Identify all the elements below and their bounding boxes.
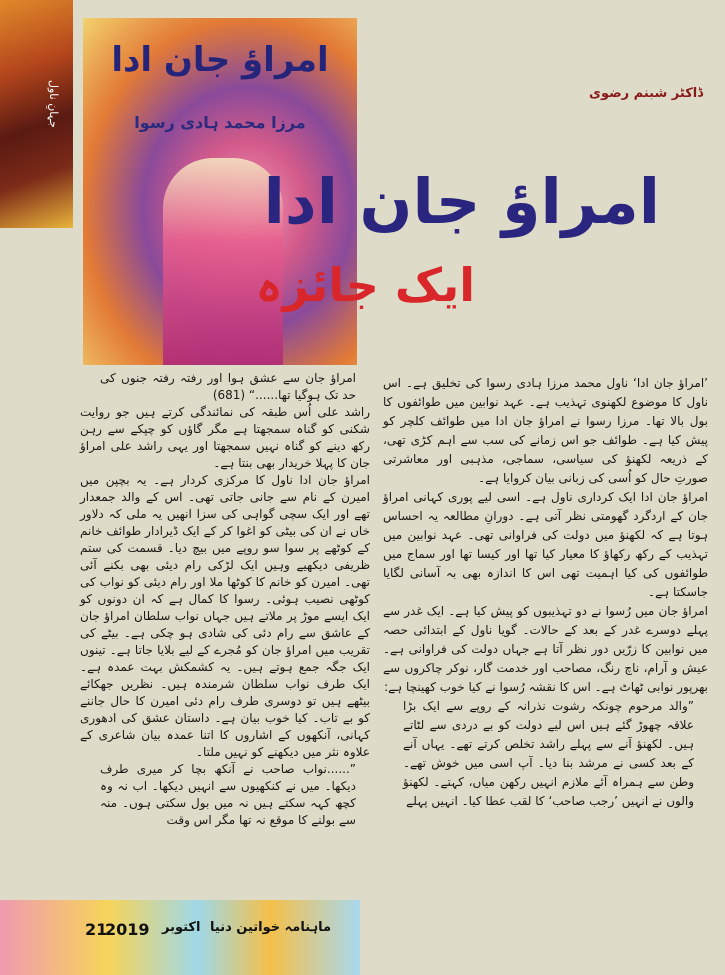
section-label: جہانِ ناول (47, 80, 60, 128)
cover-title: امراؤ جان ادا (111, 40, 329, 80)
article-author: ڈاکٹر شبنم رضوی (589, 86, 703, 101)
cover-author: مرزا محمد ہادی رسوا (134, 113, 306, 132)
paragraph: امراؤ جان ادا ناول کا مرکزی کردار ہے۔ یہ بچپن میں امیرن کے نام سے جانی جاتی تھی۔ اس کے والد جمعدار تھے اور ایک سچی گواہی کی سزا انھیں یہ ملی کہ دلاور خاں نے ان کی بیٹی کو اغوا کر کے ایک ڈیرادار طوائف خانم کے کوٹھے پر سوا سو روپے میں بیچ دیا۔ قسمت کی ستم ظریفی دیکھیے وہیں ایک لڑکی رام دیئی بھی بکنے آئی تھی۔ امیرن کو خانم کا کوٹھا ملا اور رام دیئی کو نواب کی کوٹھی نصیب ہوئی۔ رسوا کا کمال ہے کہ ان دونوں کو ایک ایسے موڑ پر ملاتے ہیں جہاں نواب سلطان امراؤ جان کے عاشق سے رام دئی کی شادی ہو چکی ہے۔ بیٹے کی تقریب میں امراؤ جان کو مُجرے کے لیے بلایا جاتا ہے۔ تینوں ایک جگہ جمع ہوتے ہیں۔ یہ کشمکش بہت عمدہ ہے۔ ایک طرف نواب سلطان شرمندہ ہیں۔ نظریں جھکائے بیٹھے ہیں تو دوسری طرف رام دئی امیرن کا حال جاننے کو بے تاب۔ کیا خوب بیان ہے۔ داستان عشق کی ادھوری کہانی، آنکھوں کے اشاروں کا اتنا عمدہ بیان شاعری کے علاوہ نثر میں دیکھنے کو نہیں ملتا۔ (80, 473, 370, 759)
page-number: 21 (85, 920, 108, 939)
section-side-tab (0, 0, 73, 228)
block-quote-end: امراؤ جان سے عشق ہوا اور رفتہ رفتہ جنوں کی حد تک ہوگیا تھا......“ (681) (100, 371, 356, 402)
paragraph: راشد علی اُس طبقہ کی نمائندگی کرتے ہیں جو روایت شکنی کو گناہ سمجھتا ہے مگر گاؤں کو چپکے سے رہن رکھ دینے کو گناہ نہیں سمجھتا اور یہی راشد علی امراؤ جان کا پہلا خریدار بھی بنتا ہے۔ (80, 405, 370, 470)
issue-year: 2019 (105, 920, 150, 939)
paragraph: امراؤ جان میں رُسوا نے دو تہذیبوں کو پیش کیا ہے۔ ایک غدر سے پہلے دوسرے غدر کے بعد کے حالات۔ گویا ناول کے ابتدائی حصہ میں نوابین کا زرّیں دور نظر آتا ہے جہاں دولت کی فراوانی ہے۔ عیش و آرام، ناچ رنگ، مصاحب اور خدمت گار، نوکر چاکروں سے بھرپور نوابی ٹھاٹ ہے۔ اس کا نقشہ رُسوا نے کیا خوب کھینچا ہے: (383, 604, 708, 694)
paragraph: امراؤ جان ادا ایک کرداری ناول ہے۔ اسی لیے پوری کہانی امراؤ جان کے اردگرد گھومتی نظر آتی ہے۔ دورانِ مطالعہ یہ احساس ہوتا ہے کہ لکھنؤ میں دولت کی فراوانی تھی۔ عہد نوابین میں تہذیب کے رکھ رکھاؤ کا معیار کیا تھا اور کیسا تھا اور سماج میں طوائفوں کی کیا اہمیت تھی اس کا اندازہ بھی بہ آسانی لگایا جاسکتا ہے۔ (383, 490, 708, 599)
block-quote: ”والد مرحوم چونکہ رشوت نذرانہ کے روپے سے ایک بڑا علاقہ چھوڑ گئے ہیں اس لیے دولت کو بے دردی سے لٹاتے ہیں۔ لکھنؤ آنے سے پہلے راشد تخلص کرتے تھے۔ یہاں آنے کے بعد کسی نے مرشد بنا دیا۔ آپ اسی میں خوش تھے۔ وطن سے ہمراہ آئے ملازم انہیں رکھن میاں، کہتے۔ لکھنؤ والوں نے انہیں ’رجب صاحب‘ کا لقب عطا کیا۔ انہیں پہلے (403, 699, 694, 808)
right-column (383, 374, 708, 811)
article-title: امراؤ جان ادا (263, 165, 660, 238)
left-column (80, 370, 370, 829)
article-subtitle: ایک جائزہ (255, 258, 475, 312)
magazine-name: ماہنامہ خواتین دنیا (210, 920, 332, 935)
block-quote: ”......نواب صاحب نے آنکھ بچا کر میری طرف دیکھا۔ میں نے کنکھیوں سے انہیں دیکھا۔ اب نہ وہ کچھ کہہ سکتے ہیں نہ میں بول سکتی ہوں۔ منہ سے بولنے کا موقع نہ تھا مگر اس وقت (100, 762, 356, 827)
footer-banner (0, 900, 360, 975)
issue-month: اکتوبر (162, 920, 201, 935)
paragraph: ’امراؤ جان ادا‘ ناول محمد مرزا ہادی رسوا کی تخلیق ہے۔ اس ناول کا موضوع لکھنوی تہذیب ہے۔ عہد نوابین میں طوائفوں کا بول بالا تھا۔ مرزا رسوا نے امراؤ جان ادا میں طوائف کلچر کو پیش کیا ہے۔ طوائف جو اس زمانے کی سب سے اہم کڑی تھی، کے ذریعہ لکھنؤ کی سیاسی، سماجی، مذہبی اور معاشرتی صورتِ حال کو اُسی کی زبانی بیان کروایا ہے۔ (383, 376, 708, 485)
